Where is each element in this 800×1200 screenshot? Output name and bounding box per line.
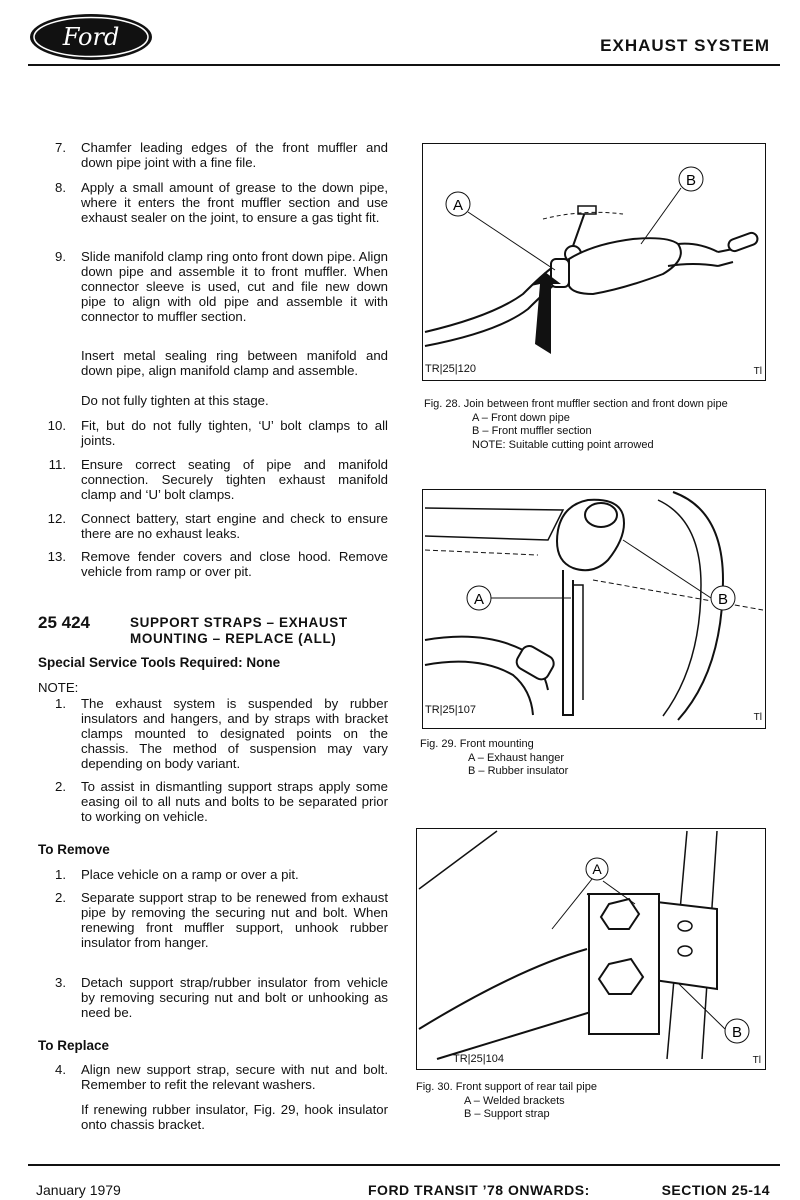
- step-12: 12. Connect battery, start engine and check to ensure there are no exhaust leaks.: [47, 511, 388, 541]
- note-2: 2. To assist in dismantling support straps apply some easing oil to all nuts and bolts to be separated prior to working on vehicle.: [55, 779, 388, 824]
- svg-text:Ford: Ford: [62, 23, 120, 51]
- replace-extra: If renewing rubber insulator, Fig. 29, hook insulator onto chassis bracket.: [81, 1102, 388, 1132]
- special-tools-heading: Special Service Tools Required: None: [38, 655, 281, 670]
- svg-text:A: A: [452, 197, 464, 214]
- remove-step-3: 3. Detach support strap/rubber insulator from vehicle by removing securing nut and bolt or unhooking as need be.: [55, 975, 388, 1020]
- footer-rule: [28, 1164, 780, 1166]
- step-13: 13. Remove fender covers and close hood. Remove vehicle from ramp or over pit.: [47, 549, 388, 579]
- figure-28-ref: TR|25|120: [425, 363, 476, 375]
- remove-step-2: 2. Separate support strap to be renewed from exhaust pipe by removing the securing nut and bolt. When renewing front muffler support, unhook rubber insulator from hanger.: [55, 890, 388, 950]
- footer-date: January 1979: [36, 1182, 121, 1198]
- note-1: 1. The exhaust system is suspended by rubber insulators and hangers, and by straps with bracket clamps mounted to designated points on the chassis. The method of suspension may vary depending on body variant.: [55, 696, 388, 771]
- remove-step-1: 1. Place vehicle on a ramp or over a pit.: [55, 867, 299, 882]
- figure-29-caption: Fig. 29. Front mounting A – Exhaust hanger B – Rubber insulator: [420, 738, 569, 777]
- step-9: 9. Slide manifold clamp ring onto front down pipe. Align down pipe and assemble it to front muffler. When connector sleeve is used, cut and file new down pipe to align with old pipe and assemble it with connector to muffler section.: [55, 249, 388, 324]
- step-7: 7. Chamfer leading edges of the front muffler and down pipe joint with a fine file.: [55, 140, 388, 170]
- svg-text:A: A: [592, 861, 602, 877]
- figure-29-ti: Tl: [753, 712, 762, 723]
- step-9-extra-note: Do not fully tighten at this stage.: [81, 393, 269, 408]
- figure-28-ti: Tl: [753, 366, 762, 377]
- footer-title: FORD TRANSIT ’78 ONWARDS:: [368, 1182, 590, 1198]
- step-8: 8. Apply a small amount of grease to the down pipe, where it enters the front muffler section and use exhaust sealer on the joint, to ensure a gas tight fit.: [55, 180, 388, 225]
- svg-text:B: B: [731, 1024, 743, 1041]
- ford-logo: [28, 12, 154, 62]
- figure-28-caption: Fig. 28. Join between front muffler section and front down pipe A – Front down pipe B – Front muffler section NOTE: Suitable cutting point arrowed: [424, 398, 728, 451]
- step-9-extra: Insert metal sealing ring between manifold and down pipe, align manifold clamp and assemble.: [81, 348, 388, 378]
- to-remove-heading: To Remove: [38, 842, 110, 857]
- replace-step-4: 4. Align new support strap, secure with nut and bolt. Remember to refit the relevant washers.: [55, 1062, 388, 1092]
- figure-29-ref: TR|25|107: [425, 704, 476, 716]
- section-title: SUPPORT STRAPS – EXHAUST MOUNTING – REPLACE (ALL): [130, 615, 348, 646]
- figure-30: [416, 828, 766, 1070]
- header-rule: [28, 64, 780, 66]
- figure-29: [422, 489, 766, 729]
- svg-text:B: B: [717, 591, 729, 608]
- svg-text:B: B: [685, 172, 697, 189]
- note-label: NOTE:: [38, 680, 79, 695]
- svg-text:A: A: [473, 591, 485, 608]
- figure-30-caption: Fig. 30. Front support of rear tail pipe A – Welded brackets B – Support strap: [416, 1081, 597, 1120]
- step-10: 10. Fit, but do not fully tighten, ‘U’ bolt clamps to all joints.: [47, 418, 388, 448]
- section-number: 25 424: [38, 613, 90, 632]
- to-replace-heading: To Replace: [38, 1038, 110, 1053]
- step-11: 11. Ensure correct seating of pipe and manifold connection. Securely tighten exhaust manifold clamp and ‘U’ bolt clamps.: [48, 457, 388, 502]
- footer-section: SECTION 25-14: [661, 1182, 770, 1198]
- page-header-title: EXHAUST SYSTEM: [600, 36, 770, 55]
- figure-30-ref: TR|25|104: [453, 1053, 504, 1065]
- figure-30-ti: Tl: [752, 1055, 761, 1066]
- figure-28: [422, 143, 766, 381]
